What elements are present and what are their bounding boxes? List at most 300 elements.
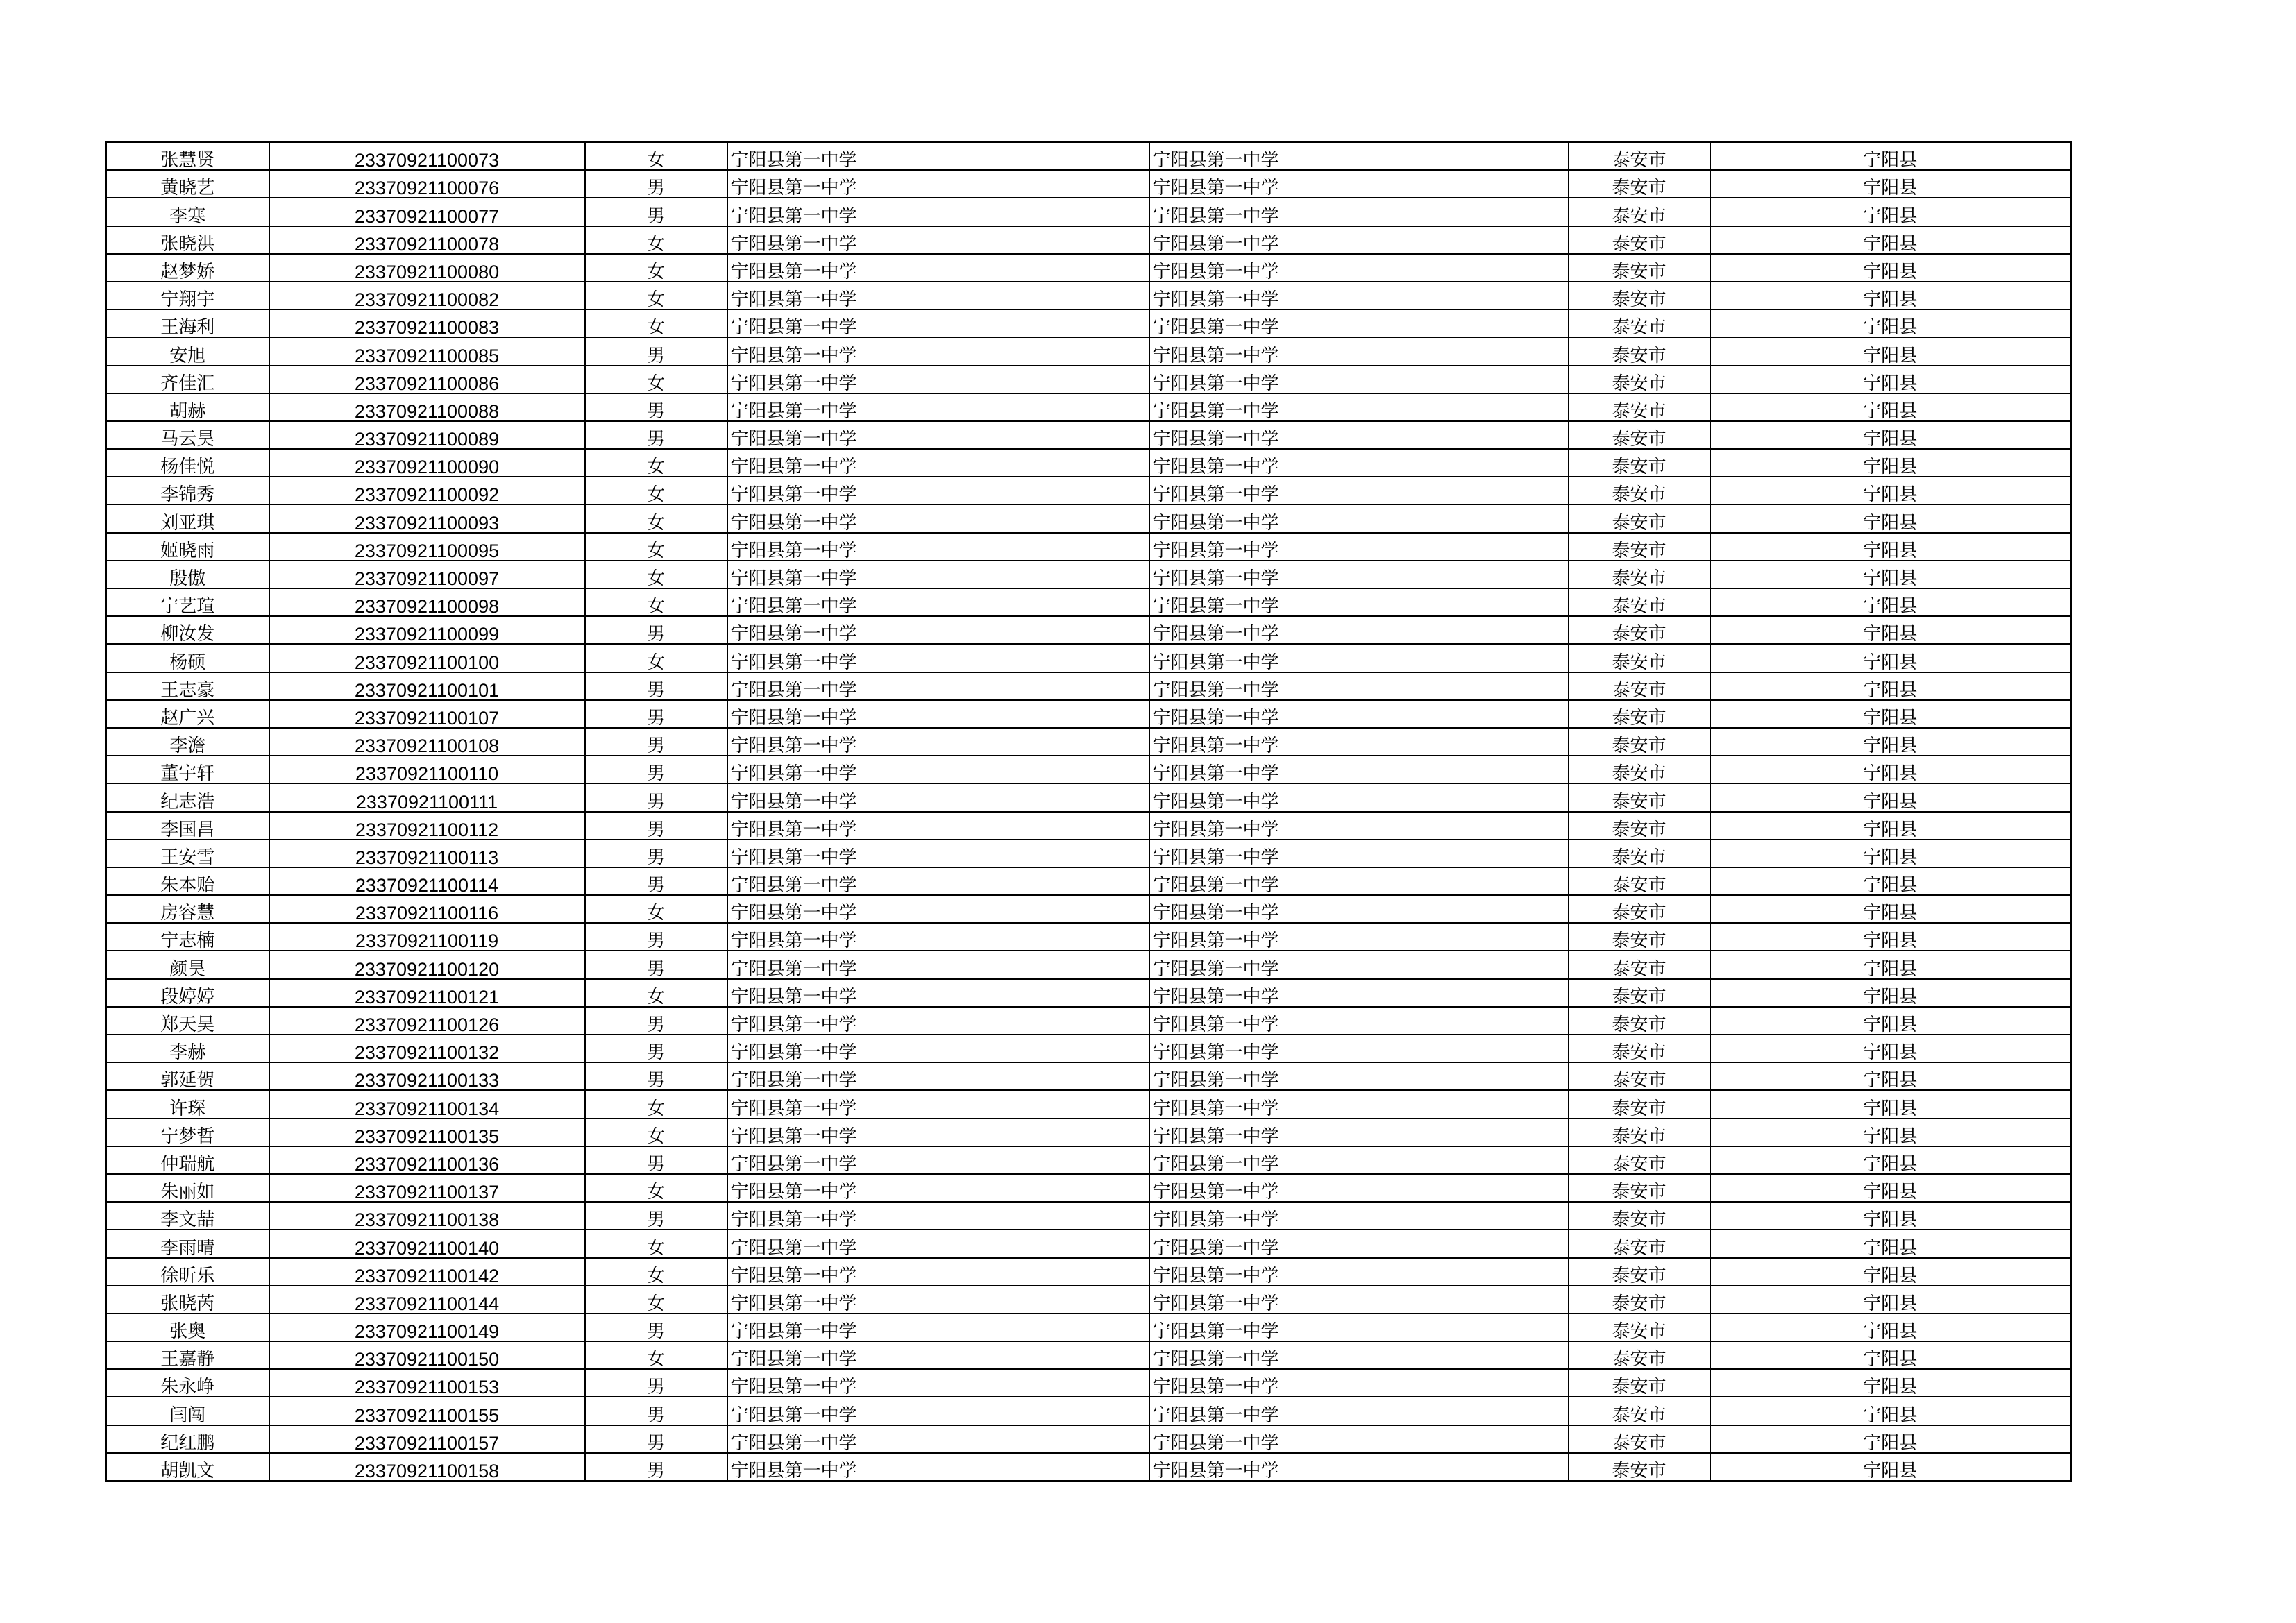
- city-cell: 泰安市: [1569, 1035, 1710, 1062]
- admitted-school-cell: 宁阳县第一中学: [1149, 672, 1569, 700]
- gender-cell: 男: [585, 1314, 727, 1341]
- gender-cell: 女: [585, 142, 727, 171]
- admitted-school-cell: 宁阳县第一中学: [1149, 1425, 1569, 1453]
- table-row: [106, 700, 2071, 728]
- city-cell: 泰安市: [1569, 588, 1710, 616]
- gender-cell: 男: [585, 1369, 727, 1397]
- city-cell: 泰安市: [1569, 1230, 1710, 1257]
- city-cell: 泰安市: [1569, 756, 1710, 783]
- county-cell: 宁阳县: [1710, 895, 2071, 923]
- admitted-school-cell: 宁阳县第一中学: [1149, 533, 1569, 561]
- city-cell: 泰安市: [1569, 812, 1710, 840]
- exam-id-cell: 23370921100126: [269, 1007, 585, 1035]
- admitted-school-cell: 宁阳县第一中学: [1149, 756, 1569, 783]
- county-cell: 宁阳县: [1710, 198, 2071, 226]
- student-name-cell: 郑天昊: [106, 1007, 269, 1035]
- county-cell: 宁阳县: [1710, 783, 2071, 811]
- exam-id-cell: 23370921100110: [269, 756, 585, 783]
- student-name-cell: 赵梦娇: [106, 254, 269, 282]
- city-cell: 泰安市: [1569, 1397, 1710, 1425]
- school-cell: 宁阳县第一中学: [727, 421, 1149, 449]
- admitted-school-cell: 宁阳县第一中学: [1149, 1453, 1569, 1481]
- county-cell: 宁阳县: [1710, 421, 2071, 449]
- county-cell: 宁阳县: [1710, 812, 2071, 840]
- gender-cell: 女: [585, 1230, 727, 1257]
- county-cell: 宁阳县: [1710, 142, 2071, 171]
- admitted-school-cell: 宁阳县第一中学: [1149, 616, 1569, 644]
- school-cell: 宁阳县第一中学: [727, 840, 1149, 867]
- exam-id-cell: 23370921100073: [269, 142, 585, 171]
- county-cell: 宁阳县: [1710, 867, 2071, 895]
- student-name-cell: 张奥: [106, 1314, 269, 1341]
- table-row: [106, 783, 2071, 811]
- exam-id-cell: 23370921100078: [269, 226, 585, 254]
- county-cell: 宁阳县: [1710, 728, 2071, 756]
- exam-id-cell: 23370921100093: [269, 504, 585, 532]
- gender-cell: 女: [585, 449, 727, 477]
- gender-cell: 女: [585, 226, 727, 254]
- gender-cell: 女: [585, 1286, 727, 1314]
- exam-id-cell: 23370921100077: [269, 198, 585, 226]
- student-name-cell: 纪红鹏: [106, 1425, 269, 1453]
- table-row: [106, 1230, 2071, 1257]
- county-cell: 宁阳县: [1710, 700, 2071, 728]
- exam-id-cell: 23370921100108: [269, 728, 585, 756]
- county-cell: 宁阳县: [1710, 1286, 2071, 1314]
- gender-cell: 男: [585, 867, 727, 895]
- student-name-cell: 李寒: [106, 198, 269, 226]
- school-cell: 宁阳县第一中学: [727, 1090, 1149, 1118]
- gender-cell: 女: [585, 533, 727, 561]
- table-row: [106, 840, 2071, 867]
- school-cell: 宁阳县第一中学: [727, 672, 1149, 700]
- school-cell: 宁阳县第一中学: [727, 1397, 1149, 1425]
- school-cell: 宁阳县第一中学: [727, 812, 1149, 840]
- county-cell: 宁阳县: [1710, 1425, 2071, 1453]
- county-cell: 宁阳县: [1710, 1035, 2071, 1062]
- city-cell: 泰安市: [1569, 644, 1710, 672]
- student-name-cell: 宁艺瑄: [106, 588, 269, 616]
- student-name-cell: 朱丽如: [106, 1174, 269, 1202]
- school-cell: 宁阳县第一中学: [727, 1007, 1149, 1035]
- table-row: [106, 812, 2071, 840]
- student-name-cell: 张晓洪: [106, 226, 269, 254]
- county-cell: 宁阳县: [1710, 1146, 2071, 1174]
- county-cell: 宁阳县: [1710, 840, 2071, 867]
- exam-id-cell: 23370921100088: [269, 393, 585, 421]
- county-cell: 宁阳县: [1710, 1119, 2071, 1146]
- gender-cell: 女: [585, 1090, 727, 1118]
- city-cell: 泰安市: [1569, 282, 1710, 309]
- admitted-school-cell: 宁阳县第一中学: [1149, 198, 1569, 226]
- table-row: [106, 449, 2071, 477]
- city-cell: 泰安市: [1569, 1146, 1710, 1174]
- table-row: [106, 226, 2071, 254]
- county-cell: 宁阳县: [1710, 1174, 2071, 1202]
- admitted-school-cell: 宁阳县第一中学: [1149, 840, 1569, 867]
- exam-id-cell: 23370921100135: [269, 1119, 585, 1146]
- student-name-cell: 张晓芮: [106, 1286, 269, 1314]
- student-name-cell: 仲瑞航: [106, 1146, 269, 1174]
- admitted-school-cell: 宁阳县第一中学: [1149, 504, 1569, 532]
- table-row: [106, 254, 2071, 282]
- school-cell: 宁阳县第一中学: [727, 951, 1149, 978]
- school-cell: 宁阳县第一中学: [727, 783, 1149, 811]
- county-cell: 宁阳县: [1710, 1258, 2071, 1286]
- city-cell: 泰安市: [1569, 1453, 1710, 1481]
- exam-id-cell: 23370921100136: [269, 1146, 585, 1174]
- exam-id-cell: 23370921100100: [269, 644, 585, 672]
- city-cell: 泰安市: [1569, 783, 1710, 811]
- city-cell: 泰安市: [1569, 337, 1710, 365]
- admitted-school-cell: 宁阳县第一中学: [1149, 142, 1569, 171]
- admitted-school-cell: 宁阳县第一中学: [1149, 1314, 1569, 1341]
- gender-cell: 男: [585, 700, 727, 728]
- county-cell: 宁阳县: [1710, 979, 2071, 1007]
- table-row: [106, 923, 2071, 951]
- table-row: [106, 1174, 2071, 1202]
- school-cell: 宁阳县第一中学: [727, 1174, 1149, 1202]
- admitted-school-cell: 宁阳县第一中学: [1149, 979, 1569, 1007]
- table-row: [106, 533, 2071, 561]
- city-cell: 泰安市: [1569, 840, 1710, 867]
- student-name-cell: 马云昊: [106, 421, 269, 449]
- student-name-cell: 殷傲: [106, 561, 269, 588]
- table-row: [106, 616, 2071, 644]
- exam-id-cell: 23370921100155: [269, 1397, 585, 1425]
- admitted-school-cell: 宁阳县第一中学: [1149, 588, 1569, 616]
- gender-cell: 男: [585, 951, 727, 978]
- exam-id-cell: 23370921100120: [269, 951, 585, 978]
- table-row: [106, 198, 2071, 226]
- table-row: [106, 1369, 2071, 1397]
- admitted-school-cell: 宁阳县第一中学: [1149, 1286, 1569, 1314]
- county-cell: 宁阳县: [1710, 226, 2071, 254]
- gender-cell: 女: [585, 644, 727, 672]
- county-cell: 宁阳县: [1710, 282, 2071, 309]
- table-row: [106, 477, 2071, 504]
- school-cell: 宁阳县第一中学: [727, 477, 1149, 504]
- exam-id-cell: 23370921100097: [269, 561, 585, 588]
- city-cell: 泰安市: [1569, 477, 1710, 504]
- exam-id-cell: 23370921100134: [269, 1090, 585, 1118]
- school-cell: 宁阳县第一中学: [727, 979, 1149, 1007]
- city-cell: 泰安市: [1569, 951, 1710, 978]
- city-cell: 泰安市: [1569, 449, 1710, 477]
- student-name-cell: 闫闯: [106, 1397, 269, 1425]
- city-cell: 泰安市: [1569, 198, 1710, 226]
- county-cell: 宁阳县: [1710, 561, 2071, 588]
- student-name-cell: 宁翔宇: [106, 282, 269, 309]
- student-name-cell: 柳汝发: [106, 616, 269, 644]
- school-cell: 宁阳县第一中学: [727, 644, 1149, 672]
- county-cell: 宁阳县: [1710, 923, 2071, 951]
- gender-cell: 女: [585, 588, 727, 616]
- table-row: [106, 1397, 2071, 1425]
- school-cell: 宁阳县第一中学: [727, 1341, 1149, 1369]
- gender-cell: 男: [585, 672, 727, 700]
- exam-id-cell: 23370921100090: [269, 449, 585, 477]
- admitted-school-cell: 宁阳县第一中学: [1149, 1146, 1569, 1174]
- table-row: [106, 170, 2071, 198]
- admitted-school-cell: 宁阳县第一中学: [1149, 1397, 1569, 1425]
- city-cell: 泰安市: [1569, 1369, 1710, 1397]
- exam-id-cell: 23370921100142: [269, 1258, 585, 1286]
- exam-id-cell: 23370921100132: [269, 1035, 585, 1062]
- exam-id-cell: 23370921100157: [269, 1425, 585, 1453]
- city-cell: 泰安市: [1569, 421, 1710, 449]
- table-row: [106, 561, 2071, 588]
- school-cell: 宁阳县第一中学: [727, 170, 1149, 198]
- gender-cell: 男: [585, 1007, 727, 1035]
- city-cell: 泰安市: [1569, 254, 1710, 282]
- school-cell: 宁阳县第一中学: [727, 756, 1149, 783]
- student-name-cell: 徐昕乐: [106, 1258, 269, 1286]
- exam-id-cell: 23370921100153: [269, 1369, 585, 1397]
- school-cell: 宁阳县第一中学: [727, 1258, 1149, 1286]
- gender-cell: 男: [585, 783, 727, 811]
- table-row: [106, 1090, 2071, 1118]
- gender-cell: 女: [585, 979, 727, 1007]
- exam-id-cell: 23370921100098: [269, 588, 585, 616]
- county-cell: 宁阳县: [1710, 1453, 2071, 1481]
- exam-id-cell: 23370921100149: [269, 1314, 585, 1341]
- exam-id-cell: 23370921100083: [269, 309, 585, 337]
- table-row: [106, 1258, 2071, 1286]
- exam-id-cell: 23370921100076: [269, 170, 585, 198]
- exam-id-cell: 23370921100138: [269, 1202, 585, 1230]
- exam-id-cell: 23370921100089: [269, 421, 585, 449]
- city-cell: 泰安市: [1569, 309, 1710, 337]
- school-cell: 宁阳县第一中学: [727, 1202, 1149, 1230]
- school-cell: 宁阳县第一中学: [727, 923, 1149, 951]
- admitted-school-cell: 宁阳县第一中学: [1149, 282, 1569, 309]
- gender-cell: 男: [585, 337, 727, 365]
- city-cell: 泰安市: [1569, 979, 1710, 1007]
- exam-id-cell: 23370921100080: [269, 254, 585, 282]
- admitted-school-cell: 宁阳县第一中学: [1149, 1230, 1569, 1257]
- gender-cell: 女: [585, 1258, 727, 1286]
- admitted-school-cell: 宁阳县第一中学: [1149, 1035, 1569, 1062]
- student-name-cell: 张慧贤: [106, 142, 269, 171]
- gender-cell: 男: [585, 1425, 727, 1453]
- city-cell: 泰安市: [1569, 533, 1710, 561]
- admitted-school-cell: 宁阳县第一中学: [1149, 923, 1569, 951]
- city-cell: 泰安市: [1569, 672, 1710, 700]
- table-row: [106, 728, 2071, 756]
- city-cell: 泰安市: [1569, 1341, 1710, 1369]
- student-name-cell: 许琛: [106, 1090, 269, 1118]
- table-row: [106, 393, 2071, 421]
- school-cell: 宁阳县第一中学: [727, 1035, 1149, 1062]
- school-cell: 宁阳县第一中学: [727, 616, 1149, 644]
- gender-cell: 男: [585, 756, 727, 783]
- exam-id-cell: 23370921100107: [269, 700, 585, 728]
- gender-cell: 男: [585, 616, 727, 644]
- gender-cell: 女: [585, 1341, 727, 1369]
- admitted-school-cell: 宁阳县第一中学: [1149, 783, 1569, 811]
- city-cell: 泰安市: [1569, 393, 1710, 421]
- table-row: [106, 867, 2071, 895]
- gender-cell: 女: [585, 282, 727, 309]
- gender-cell: 男: [585, 840, 727, 867]
- city-cell: 泰安市: [1569, 616, 1710, 644]
- county-cell: 宁阳县: [1710, 533, 2071, 561]
- school-cell: 宁阳县第一中学: [727, 1230, 1149, 1257]
- admitted-school-cell: 宁阳县第一中学: [1149, 895, 1569, 923]
- school-cell: 宁阳县第一中学: [727, 504, 1149, 532]
- county-cell: 宁阳县: [1710, 1202, 2071, 1230]
- table-row: [106, 895, 2071, 923]
- table-row: [106, 1146, 2071, 1174]
- admitted-school-cell: 宁阳县第一中学: [1149, 254, 1569, 282]
- county-cell: 宁阳县: [1710, 1397, 2071, 1425]
- city-cell: 泰安市: [1569, 226, 1710, 254]
- table-row: [106, 644, 2071, 672]
- exam-id-cell: 23370921100140: [269, 1230, 585, 1257]
- student-name-cell: 房容慧: [106, 895, 269, 923]
- exam-id-cell: 23370921100150: [269, 1341, 585, 1369]
- city-cell: 泰安市: [1569, 728, 1710, 756]
- exam-id-cell: 23370921100086: [269, 366, 585, 393]
- student-name-cell: 王安雪: [106, 840, 269, 867]
- exam-id-cell: 23370921100133: [269, 1062, 585, 1090]
- county-cell: 宁阳县: [1710, 1007, 2071, 1035]
- table-row: [106, 366, 2071, 393]
- school-cell: 宁阳县第一中学: [727, 393, 1149, 421]
- table-row: [106, 142, 2071, 171]
- student-name-cell: 纪志浩: [106, 783, 269, 811]
- county-cell: 宁阳县: [1710, 504, 2071, 532]
- student-name-cell: 杨硕: [106, 644, 269, 672]
- admitted-school-cell: 宁阳县第一中学: [1149, 561, 1569, 588]
- admitted-school-cell: 宁阳县第一中学: [1149, 1258, 1569, 1286]
- city-cell: 泰安市: [1569, 1202, 1710, 1230]
- county-cell: 宁阳县: [1710, 1341, 2071, 1369]
- city-cell: 泰安市: [1569, 1314, 1710, 1341]
- gender-cell: 男: [585, 421, 727, 449]
- table-row: [106, 1007, 2071, 1035]
- table-row: [106, 282, 2071, 309]
- exam-id-cell: 23370921100112: [269, 812, 585, 840]
- table-row: [106, 1286, 2071, 1314]
- school-cell: 宁阳县第一中学: [727, 198, 1149, 226]
- city-cell: 泰安市: [1569, 1090, 1710, 1118]
- gender-cell: 男: [585, 170, 727, 198]
- admitted-school-cell: 宁阳县第一中学: [1149, 449, 1569, 477]
- student-name-cell: 王嘉静: [106, 1341, 269, 1369]
- county-cell: 宁阳县: [1710, 756, 2071, 783]
- county-cell: 宁阳县: [1710, 1090, 2071, 1118]
- county-cell: 宁阳县: [1710, 337, 2071, 365]
- admitted-school-cell: 宁阳县第一中学: [1149, 1062, 1569, 1090]
- school-cell: 宁阳县第一中学: [727, 309, 1149, 337]
- school-cell: 宁阳县第一中学: [727, 366, 1149, 393]
- exam-id-cell: 23370921100082: [269, 282, 585, 309]
- school-cell: 宁阳县第一中学: [727, 1062, 1149, 1090]
- student-name-cell: 王志豪: [106, 672, 269, 700]
- gender-cell: 女: [585, 1119, 727, 1146]
- gender-cell: 女: [585, 895, 727, 923]
- admitted-school-cell: 宁阳县第一中学: [1149, 867, 1569, 895]
- city-cell: 泰安市: [1569, 1174, 1710, 1202]
- county-cell: 宁阳县: [1710, 170, 2071, 198]
- admitted-school-cell: 宁阳县第一中学: [1149, 728, 1569, 756]
- city-cell: 泰安市: [1569, 700, 1710, 728]
- student-name-cell: 王海利: [106, 309, 269, 337]
- gender-cell: 男: [585, 393, 727, 421]
- county-cell: 宁阳县: [1710, 393, 2071, 421]
- county-cell: 宁阳县: [1710, 1230, 2071, 1257]
- gender-cell: 男: [585, 1062, 727, 1090]
- student-name-cell: 朱永峥: [106, 1369, 269, 1397]
- admitted-school-cell: 宁阳县第一中学: [1149, 1174, 1569, 1202]
- table-row: [106, 504, 2071, 532]
- school-cell: 宁阳县第一中学: [727, 1146, 1149, 1174]
- gender-cell: 女: [585, 366, 727, 393]
- county-cell: 宁阳县: [1710, 1062, 2071, 1090]
- city-cell: 泰安市: [1569, 1119, 1710, 1146]
- county-cell: 宁阳县: [1710, 1369, 2071, 1397]
- exam-id-cell: 23370921100114: [269, 867, 585, 895]
- city-cell: 泰安市: [1569, 895, 1710, 923]
- admitted-school-cell: 宁阳县第一中学: [1149, 644, 1569, 672]
- exam-id-cell: 23370921100092: [269, 477, 585, 504]
- exam-id-cell: 23370921100099: [269, 616, 585, 644]
- gender-cell: 男: [585, 812, 727, 840]
- student-name-cell: 李文喆: [106, 1202, 269, 1230]
- admitted-school-cell: 宁阳县第一中学: [1149, 337, 1569, 365]
- admitted-school-cell: 宁阳县第一中学: [1149, 1202, 1569, 1230]
- gender-cell: 男: [585, 198, 727, 226]
- gender-cell: 男: [585, 1146, 727, 1174]
- gender-cell: 女: [585, 561, 727, 588]
- admitted-school-cell: 宁阳县第一中学: [1149, 170, 1569, 198]
- county-cell: 宁阳县: [1710, 672, 2071, 700]
- table-row: [106, 309, 2071, 337]
- school-cell: 宁阳县第一中学: [727, 1314, 1149, 1341]
- table-row: [106, 1062, 2071, 1090]
- exam-id-cell: 23370921100137: [269, 1174, 585, 1202]
- admitted-school-cell: 宁阳县第一中学: [1149, 226, 1569, 254]
- admitted-school-cell: 宁阳县第一中学: [1149, 309, 1569, 337]
- gender-cell: 女: [585, 254, 727, 282]
- exam-id-cell: 23370921100119: [269, 923, 585, 951]
- school-cell: 宁阳县第一中学: [727, 254, 1149, 282]
- student-name-cell: 齐佳汇: [106, 366, 269, 393]
- city-cell: 泰安市: [1569, 867, 1710, 895]
- exam-id-cell: 23370921100111: [269, 783, 585, 811]
- table-row: [106, 1314, 2071, 1341]
- table-row: [106, 1202, 2071, 1230]
- student-name-cell: 李国昌: [106, 812, 269, 840]
- city-cell: 泰安市: [1569, 1062, 1710, 1090]
- exam-id-cell: 23370921100116: [269, 895, 585, 923]
- admitted-school-cell: 宁阳县第一中学: [1149, 1369, 1569, 1397]
- student-name-cell: 杨佳悦: [106, 449, 269, 477]
- school-cell: 宁阳县第一中学: [727, 895, 1149, 923]
- admitted-school-cell: 宁阳县第一中学: [1149, 1341, 1569, 1369]
- table-row: [106, 1119, 2071, 1146]
- student-name-cell: 董宇轩: [106, 756, 269, 783]
- county-cell: 宁阳县: [1710, 449, 2071, 477]
- table-row: [106, 421, 2071, 449]
- city-cell: 泰安市: [1569, 142, 1710, 171]
- city-cell: 泰安市: [1569, 366, 1710, 393]
- table-row: [106, 951, 2071, 978]
- school-cell: 宁阳县第一中学: [727, 142, 1149, 171]
- student-name-cell: 黄晓艺: [106, 170, 269, 198]
